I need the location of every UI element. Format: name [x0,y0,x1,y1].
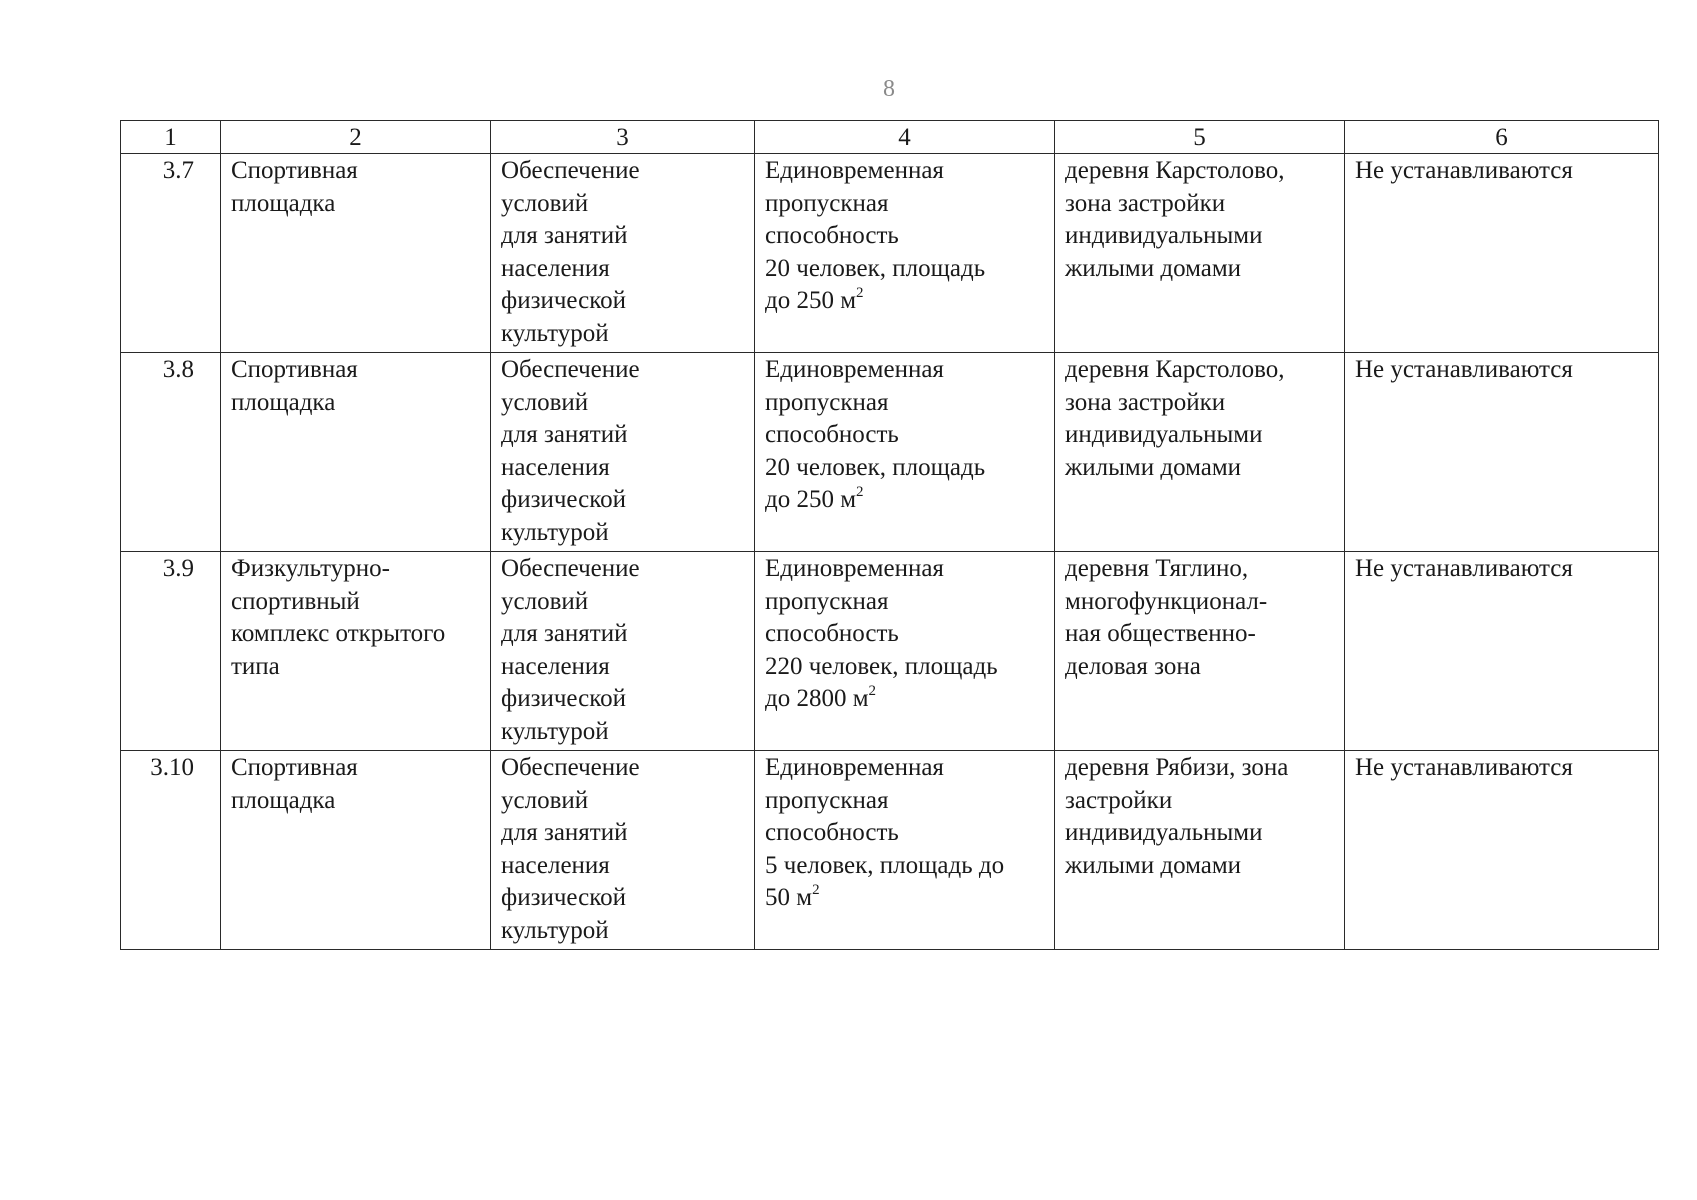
cell-line: Единовременная [765,555,944,582]
cell-line: населения [501,652,610,680]
cell-line: типа [231,652,280,680]
data-table [120,120,1659,950]
location-cell [1055,751,1345,950]
cell-line: условий [501,388,589,416]
location-cell [1055,353,1345,552]
cell-line: жилыми домами [1065,851,1242,879]
superscript: 2 [856,284,864,301]
cell-line: площадка [231,388,336,416]
cell-line: культурой [501,916,609,944]
purpose-cell [491,353,755,552]
column-header: 4 [755,121,1055,154]
area-value: до 250 м [765,287,857,314]
row-number-cell: 3.7 [121,154,221,353]
cell-line: культурой [501,319,609,347]
cell-line: населения [501,254,610,282]
zones-cell: Не устанавливаются [1345,353,1659,552]
cell-line: индивидуальными [1065,222,1263,249]
cell-line: комплекс открытого [231,620,446,647]
cell-line: для занятий [501,421,628,448]
cell-line: пропускная [765,786,889,814]
superscript: 2 [856,483,864,500]
cell-line: Обеспечение [501,555,640,582]
cell-line: ная общественно- [1065,620,1256,647]
row-number-cell: 3.9 [121,552,221,751]
cell-line: деревня Рябизи, зона [1065,754,1289,781]
cell-line: 20 человек, площадь [765,254,986,282]
cell-line: Обеспечение [501,157,640,184]
column-header: 1 [121,121,221,154]
cell-line: Спортивная [231,157,358,184]
cell-line [765,882,1044,915]
object-name-cell [221,552,491,751]
cell-line: пропускная [765,189,889,217]
cell-line: Единовременная [765,356,944,383]
cell-line: способность [765,620,899,647]
cell-line: Единовременная [765,157,944,184]
column-header: 3 [491,121,755,154]
cell-line: застройки [1065,786,1173,814]
zones-cell: Не устанавливаются [1345,154,1659,353]
area-value: до 250 м [765,486,857,513]
capacity-cell [755,751,1055,950]
cell-line: условий [501,587,589,615]
zones-cell: Не устанавливаются [1345,552,1659,751]
cell-line: индивидуальными [1065,819,1263,846]
cell-line: деревня Тяглино, [1065,555,1249,582]
cell-line: 220 человек, площадь [765,652,998,680]
cell-line: индивидуальными [1065,421,1263,448]
column-header: 5 [1055,121,1345,154]
cell-line: физической [501,884,626,911]
cell-line: деревня Карстолово, [1065,157,1285,184]
cell-line: культурой [501,518,609,546]
cell-line: населения [501,851,610,879]
cell-line: физической [501,287,626,314]
table-header-row [121,121,1659,154]
cell-line: способность [765,421,899,448]
cell-line [765,285,1044,318]
cell-line: 5 человек, площадь до [765,851,1005,879]
cell-line: для занятий [501,222,628,249]
purpose-cell [491,154,755,353]
cell-line: условий [501,786,589,814]
cell-line: для занятий [501,620,628,647]
cell-line: жилыми домами [1065,453,1242,481]
area-value: до 2800 м [765,685,869,712]
page-number: 8 [883,76,895,102]
cell-line: Обеспечение [501,754,640,781]
cell-line: площадка [231,189,336,217]
row-number-cell: 3.10 [121,751,221,950]
cell-line: зона застройки [1065,388,1226,416]
object-name-cell [221,353,491,552]
cell-line: условий [501,189,589,217]
capacity-cell [755,353,1055,552]
cell-line: физической [501,486,626,513]
object-name-cell [221,154,491,353]
cell-line: зона застройки [1065,189,1226,217]
capacity-cell [755,154,1055,353]
cell-line: спортивный [231,587,360,615]
cell-line: Обеспечение [501,356,640,383]
cell-line: способность [765,222,899,249]
capacity-cell [755,552,1055,751]
purpose-cell [491,751,755,950]
area-value: 50 м [765,884,813,911]
table-row [121,154,1659,353]
table-row [121,751,1659,950]
object-name-cell [221,751,491,950]
cell-line: 20 человек, площадь [765,453,986,481]
cell-line: для занятий [501,819,628,846]
location-cell [1055,552,1345,751]
cell-line: Единовременная [765,754,944,781]
column-header: 2 [221,121,491,154]
location-cell [1055,154,1345,353]
cell-line: деревня Карстолово, [1065,356,1285,383]
zones-cell: Не устанавливаются [1345,751,1659,950]
cell-line: многофункционал- [1065,587,1268,615]
table-row [121,353,1659,552]
cell-line: жилыми домами [1065,254,1242,282]
cell-line: Спортивная [231,356,358,383]
cell-line: физической [501,685,626,712]
column-header: 6 [1345,121,1659,154]
cell-line: пропускная [765,587,889,615]
cell-line: Физкультурно- [231,555,390,582]
cell-line [765,484,1044,517]
cell-line: культурой [501,717,609,745]
purpose-cell [491,552,755,751]
table-row [121,552,1659,751]
cell-line: пропускная [765,388,889,416]
cell-line [765,683,1044,716]
superscript: 2 [812,881,820,898]
row-number-cell: 3.8 [121,353,221,552]
cell-line: Спортивная [231,754,358,781]
cell-line: населения [501,453,610,481]
superscript: 2 [868,682,877,699]
cell-line: способность [765,819,899,846]
cell-line: деловая зона [1065,652,1201,680]
cell-line: площадка [231,786,336,814]
